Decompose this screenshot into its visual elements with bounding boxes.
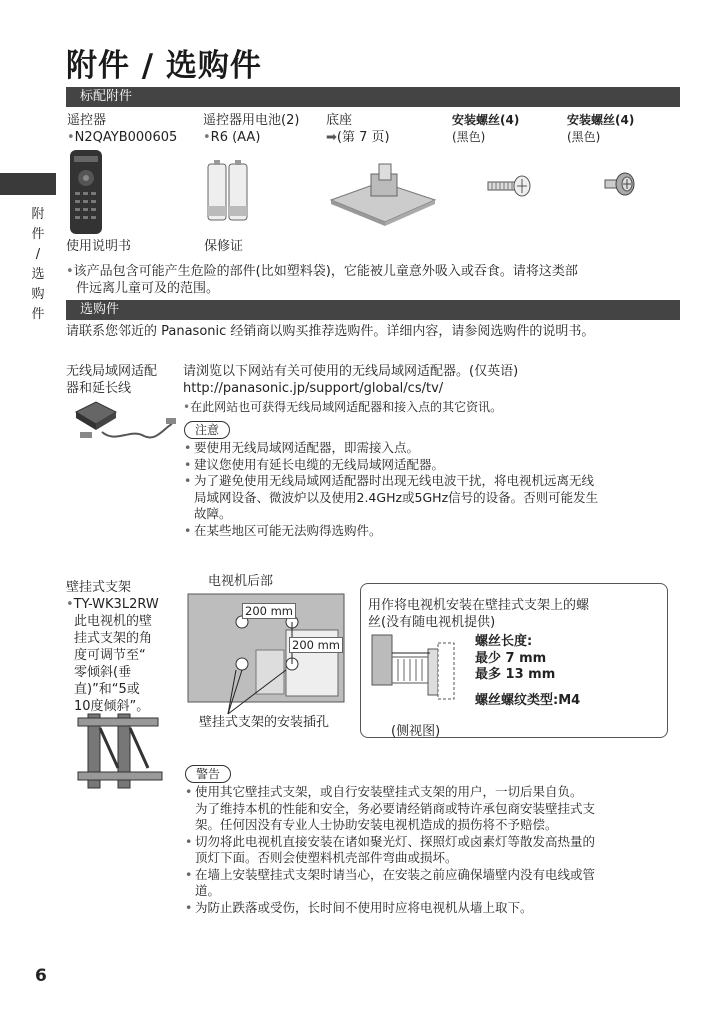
arrow-right-icon: ➡ bbox=[326, 130, 337, 145]
dim-horizontal: 200 mm bbox=[242, 603, 296, 619]
item-batteries-name: 遥控器用电池(2) bbox=[203, 113, 300, 128]
child-caution: •该产品包含可能产生危险的部件(比如塑料袋)，它能被儿童意外吸入或吞食。请将这类部 件远离儿童可及的范围。 bbox=[66, 263, 676, 297]
remote-control-image bbox=[66, 148, 106, 236]
min-label: 最少 bbox=[475, 651, 506, 666]
side-char: 附 bbox=[31, 207, 45, 222]
side-char: 购 bbox=[31, 287, 45, 302]
manual-label: 使用说明书 bbox=[66, 239, 132, 254]
warning-cont: 架。任何因没有专业人士协助安装电视机造成的损伤将不予赔偿。 bbox=[195, 817, 558, 832]
max-label: 最多 bbox=[475, 667, 506, 682]
warning-item bbox=[185, 801, 679, 818]
warning-item: • 切勿将此电视机直接安装在诸如聚光灯、探照灯或卤素灯等散发高热量的 bbox=[185, 834, 679, 851]
page-number: 6 bbox=[35, 966, 47, 986]
item-screw-b-name: 安装螺丝(4) bbox=[567, 113, 635, 127]
wlan-desc-line: 请浏览以下网站有关可使用的无线局域网适配器。(仅英语) bbox=[183, 364, 519, 379]
screw-thread bbox=[475, 692, 580, 709]
screw-a-image bbox=[486, 174, 532, 198]
item-stand-name: 底座 bbox=[326, 113, 353, 128]
screw-length-label: 螺丝长度: bbox=[475, 634, 533, 649]
item-remote-model: •N2QAYB000605 bbox=[67, 130, 178, 145]
screw-min bbox=[475, 650, 546, 667]
bracket-desc-line: 直)”和“5或 bbox=[74, 682, 140, 697]
bracket-desc-line: 此电视机的壁 bbox=[74, 614, 153, 629]
callout-line: 用作将电视机安装在壁挂式支架上的螺 bbox=[368, 598, 590, 613]
callout-text bbox=[368, 597, 664, 631]
mounting-holes-label: 壁挂式支架的安装插孔 bbox=[199, 715, 330, 730]
note-item bbox=[184, 490, 678, 507]
warning-item: • 为防止跌落或受伤，长时间不使用时应将电视机从墙上取下。 bbox=[185, 900, 679, 917]
wlan-url[interactable]: http://panasonic.jp/support/global/cs/tv/ bbox=[183, 381, 444, 396]
screw-b-image bbox=[603, 171, 637, 197]
warning-box bbox=[185, 765, 231, 783]
item-batteries-type: •R6 (AA) bbox=[203, 130, 261, 145]
item-screw-a-color: (黑色) bbox=[452, 130, 486, 144]
note-item bbox=[184, 506, 678, 523]
bracket-model: TY-WK3L2RW bbox=[73, 597, 159, 612]
note-label: 注意 bbox=[184, 421, 230, 439]
warning-item bbox=[185, 850, 679, 867]
tv-rear-title: 电视机后部 bbox=[208, 574, 274, 589]
screw-max bbox=[475, 666, 555, 683]
remote-model-text: N2QAYB000605 bbox=[74, 130, 178, 145]
warning-cont: 顶灯下面。否则会使塑料机壳部件弯曲或损坏。 bbox=[195, 850, 458, 865]
stand-image bbox=[327, 160, 439, 228]
side-char: / bbox=[35, 247, 41, 262]
min-value: 7 mm bbox=[505, 651, 547, 666]
caution-line: 该产品包含可能产生危险的部件(比如塑料袋)，它能被儿童意外吸入或吞食。请将这类部 bbox=[73, 264, 578, 279]
note-item: • 建议您使用有延长电缆的无线局域网适配器。 bbox=[184, 457, 678, 474]
side-char: 件 bbox=[31, 307, 45, 322]
wlan-info: 在此网站也可获得无线局域网适配器和接入点的其它资讯。 bbox=[190, 400, 503, 414]
wall-bracket-image bbox=[74, 708, 166, 794]
standard-accessories-bar: 标配附件 bbox=[66, 87, 680, 107]
warning-cont: 为了维持本机的性能和安全，务必要请经销商或特许承包商安装壁挂式支 bbox=[195, 800, 596, 816]
warning-item: • 使用其它壁挂式支架，或自行安装壁挂式支架的用户，一切后果自负。 bbox=[185, 784, 679, 801]
warning-cont: 道。 bbox=[195, 883, 221, 898]
bracket-desc-line: 挂式支架的角 bbox=[74, 631, 153, 646]
note-item: • 为了避免使用无线局域网适配器时出现无线电波干扰，将电视机远离无线 bbox=[184, 473, 678, 490]
side-label bbox=[30, 205, 46, 325]
section-tab bbox=[0, 173, 56, 195]
warranty-label: 保修证 bbox=[204, 239, 244, 254]
bracket-warnings bbox=[185, 784, 679, 916]
wlan-name-line: 器和延长线 bbox=[66, 381, 132, 396]
max-value: 13 mm bbox=[505, 667, 556, 682]
warning-item bbox=[185, 817, 679, 834]
side-char: 选 bbox=[31, 267, 45, 282]
note-cont: 局域网设备、微波炉以及使用2.4GHz或5GHz信号的设备。否则可能发生 bbox=[194, 489, 599, 505]
wlan-notes bbox=[184, 440, 678, 539]
bracket-desc-line: 度可调节至“ bbox=[74, 648, 146, 663]
thread-label: 螺丝螺纹类型: bbox=[475, 693, 559, 708]
item-stand-ref bbox=[326, 129, 390, 146]
wlan-name-line: 无线局域网适配 bbox=[66, 364, 158, 379]
bracket-desc-line: 10度倾斜”。 bbox=[74, 699, 150, 714]
warning-item bbox=[185, 883, 679, 900]
battery-type-text: R6 (AA) bbox=[210, 130, 261, 145]
caution-line: 件远离儿童可及的范围。 bbox=[76, 281, 220, 296]
wlan-adapter-image bbox=[72, 398, 178, 446]
warning-item: • 在墙上安装壁挂式支架时请当心，在安装之前应确保墙壁内没有电线或管 bbox=[185, 867, 679, 884]
bracket-desc-line: 零倾斜(垂 bbox=[74, 665, 132, 680]
note-item: • 在某些地区可能无法购得选购件。 bbox=[184, 523, 678, 540]
item-screw-a-name: 安装螺丝(4) bbox=[452, 113, 520, 127]
optional-accessories-bar: 选购件 bbox=[66, 300, 680, 320]
wlan-desc: 请浏览以下网站有关可使用的无线局域网适配器。(仅英语) http://panasonic.jp/support/global/cs/tv/ •在此网站也可获得无线局域网适配器和接入点的其它资讯。 bbox=[183, 363, 678, 415]
warning-label: 警告 bbox=[185, 765, 231, 783]
optional-intro: 请联系您邻近的 Panasonic 经销商以购买推荐选购件。详细内容，请参阅选购件的说明书。 bbox=[66, 324, 595, 339]
side-view-label: (侧视图) bbox=[391, 724, 441, 739]
item-remote-name: 遥控器 bbox=[67, 113, 107, 128]
note-cont: 故障。 bbox=[194, 506, 232, 521]
batteries-image bbox=[205, 158, 251, 224]
side-char: 件 bbox=[31, 227, 45, 242]
callout-line: 丝(没有随电视机提供) bbox=[368, 615, 496, 630]
screw-side-view-diagram bbox=[370, 633, 466, 713]
note-box bbox=[184, 421, 230, 439]
thread-value: M4 bbox=[558, 693, 581, 708]
bracket-name: 壁挂式支架 bbox=[66, 580, 132, 595]
dim-vertical: 200 mm bbox=[289, 637, 343, 653]
stand-ref-text: (第 7 页) bbox=[336, 130, 390, 145]
wlan-name bbox=[66, 363, 157, 397]
bracket-info: 壁挂式支架 •TY-WK3L2RW 此电视机的壁 挂式支架的角 度可调节至“ 零倾斜(垂 直)”和“5或 10度倾斜”。 bbox=[66, 579, 176, 715]
note-item: • 要使用无线局域网适配器，即需接入点。 bbox=[184, 440, 678, 457]
page-title: 附件 / 选购件 bbox=[66, 48, 262, 84]
item-screw-b-color: (黑色) bbox=[567, 130, 601, 144]
